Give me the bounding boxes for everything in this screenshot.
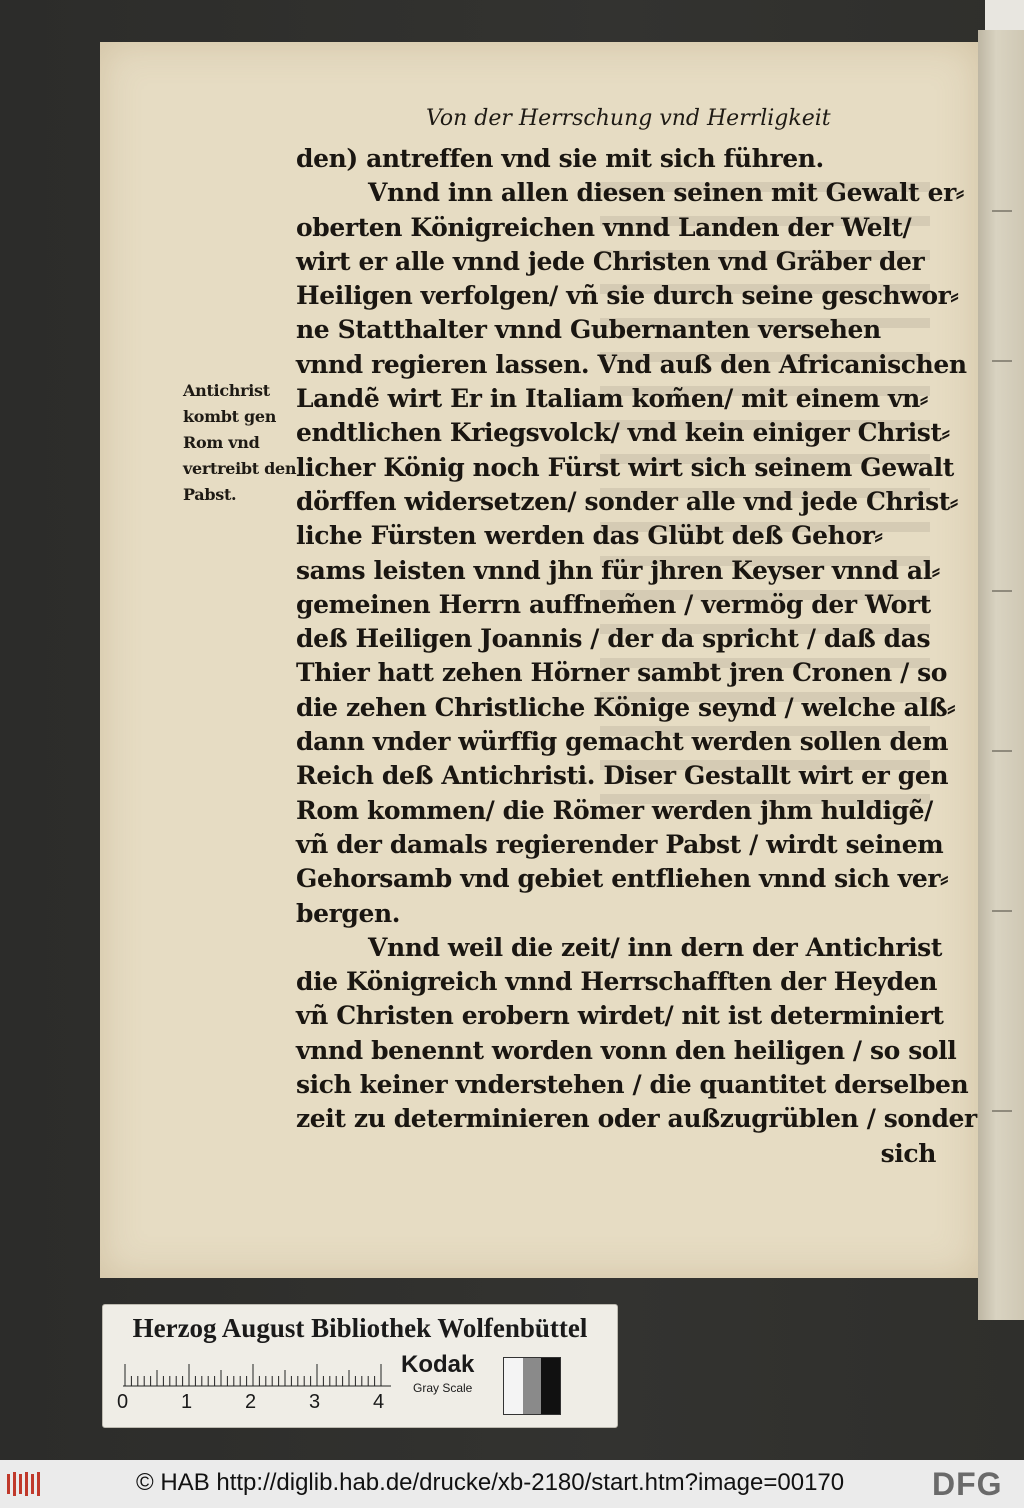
running-head: Von der Herrschung vnd Herrligkeit — [426, 106, 831, 131]
text-line: liche Fürsten werden das Glübt deß Gehor⸗ — [296, 521, 883, 551]
gray-scale-swatch — [503, 1357, 561, 1415]
text-line: Vnnd weil die zeit/ inn dern der Antichrist — [368, 932, 942, 962]
kodak-brand: Kodak — [401, 1351, 475, 1378]
text-line: wirt er alle vnnd jede Christen vnd Gräber der — [296, 246, 925, 276]
text-line: den) antreffen vnd sie mit sich führen. — [296, 144, 824, 173]
ruler-label: 2 — [245, 1391, 257, 1413]
ruler-label: 3 — [309, 1391, 321, 1413]
text-line: Landẽ wirt Er in Italiam kom̃en/ mit einem vn⸗ — [296, 384, 928, 414]
catchword: sich — [880, 1138, 936, 1168]
text-line: die Königreich vnnd Herrschafften der Heyden — [296, 967, 937, 997]
text-line: zeit zu determinieren oder außzugrüblen / sonder — [296, 1104, 977, 1134]
ruler-label: 1 — [181, 1391, 193, 1413]
text-line: dörffen widersetzen/ sonder alle vnd jede Christ⸗ — [296, 486, 958, 516]
margin-line: Pabst. — [183, 485, 237, 504]
margin-line: vertreibt den — [183, 459, 297, 478]
text-line: die zehen Christliche Könige seynd / welche alß⸗ — [296, 692, 956, 722]
text-line: vñ Christen erobern wirdet/ nit ist determiniert — [296, 1001, 944, 1031]
text-line: deß Heiligen Joannis / der da spricht / daß das — [296, 624, 931, 654]
dfg-logo: DFG — [932, 1466, 1003, 1502]
scale-card — [102, 1304, 618, 1428]
text-line: sams leisten vnnd jhn für jhren Keyser vnnd al⸗ — [296, 555, 940, 585]
text-line: Heiligen verfolgen/ vñ sie durch seine geschwor⸗ — [296, 281, 959, 311]
book-page — [100, 42, 978, 1278]
text-line: ne Statthalter vnnd Gubernanten versehen — [296, 315, 881, 345]
library-name: Herzog August Bibliothek Wolfenbüttel — [132, 1313, 588, 1343]
text-line: dann vnder würffig gemacht werden sollen dem — [296, 727, 949, 757]
adjacent-page-edge — [978, 30, 1024, 1320]
text-line: Vnnd inn allen diesen seinen mit Gewalt er⸗ — [368, 178, 964, 208]
text-line: Gehorsamb vnd gebiet entfliehen vnnd sich ver⸗ — [296, 864, 949, 894]
ruler-label: 4 — [373, 1391, 385, 1413]
kodak-subtitle: Gray Scale — [413, 1381, 473, 1395]
text-line: sich keiner vnderstehen / die quantitet derselben — [296, 1070, 969, 1100]
text-line: gemeinen Herrn auffnem̃en / vermög der Wort — [296, 589, 931, 619]
ruler-label: 0 — [117, 1391, 129, 1413]
ruler-labels — [117, 1391, 397, 1417]
footer-bar — [0, 1460, 1024, 1508]
text-line: vnnd benennt worden vonn den heiligen / so soll — [296, 1035, 957, 1065]
text-line: bergen. — [296, 898, 401, 928]
text-line: endtlichen Kriegsvolck/ vnd kein einiger Christ⸗ — [296, 418, 950, 448]
text-line: Thier hatt zehen Hörner sambt jren Cronen / so — [296, 658, 948, 688]
ruler-icon — [123, 1353, 391, 1387]
text-line: Rom kommen/ die Römer werden jhm huldigẽ/ — [296, 795, 933, 825]
margin-line: Rom vnd — [183, 433, 260, 452]
text-line: licher König noch Fürst wirt sich seinem Gewalt — [296, 452, 954, 482]
hab-barcode-logo-icon — [6, 1470, 44, 1498]
copyright-link[interactable]: © HAB http://diglib.hab.de/drucke/xb-2180/start.htm?image=00170 — [136, 1469, 845, 1496]
margin-line: Antichrist — [183, 381, 270, 400]
text-line: oberten Königreichen vnnd Landen der Welt/ — [296, 212, 912, 242]
marginal-note — [183, 378, 303, 508]
text-line: vnnd regieren lassen. Vnd auß den Africanischen — [296, 349, 967, 379]
text-line: Reich deß Antichristi. Diser Gestallt wirt er gen — [296, 761, 949, 791]
body-text — [296, 142, 977, 1171]
margin-line: kombt gen — [183, 407, 277, 426]
text-line: vñ der damals regierender Pabst / wirdt seinem — [296, 829, 944, 859]
